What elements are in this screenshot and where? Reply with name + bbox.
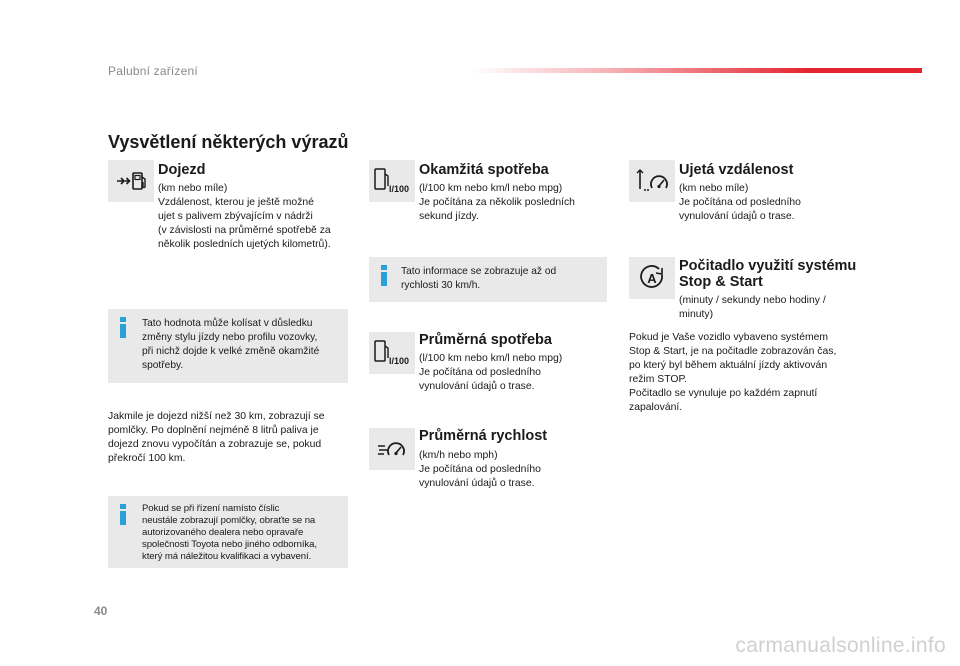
info-note-instant	[369, 257, 607, 302]
info-icon	[120, 504, 126, 525]
distance-travelled-icon	[629, 160, 675, 202]
instant-text: (l/100 km nebo km/l nebo mpg) Je počítána za několik posledních sekund jízdy.	[419, 183, 575, 222]
info-note-dojezd-text: Tato hodnota může kolísat v důsledku změny stylu jízdy nebo profilu vozovky, při nichž dojde k velké změně okamžité spotřeby.	[142, 318, 320, 371]
dojezd-paragraph: Jakmile je dojezd nižší než 30 km, zobrazují se pomlčky. Po doplnění nejméně 8 litrů paliva je dojezd znovu vypočítán a zobrazuje se, pokud překročí 100 km.	[108, 411, 325, 464]
instant-icon-label: l/100	[389, 184, 410, 194]
average-consumption-icon	[369, 332, 415, 374]
stop-start-icon	[629, 257, 675, 299]
instant-title: Okamžitá spotřeba	[419, 162, 549, 178]
instant-consumption-icon	[369, 160, 415, 202]
average-speed-title: Průměrná rychlost	[419, 428, 548, 444]
info-note-dojezd	[108, 309, 348, 383]
stop-start-title: Počitadlo využití systému Stop & Start	[679, 258, 857, 290]
section-title: Vysvětlení některých výrazů	[108, 132, 349, 152]
stop-start-text: (minuty / sekundy nebo hodiny / minuty)	[679, 295, 826, 320]
dojezd-title: Dojezd	[158, 162, 206, 178]
info-note-dashes	[108, 496, 348, 568]
watermark: carmanualsonline.info	[735, 634, 946, 657]
header-accent-bar	[470, 68, 922, 73]
average-consumption-text: (l/100 km nebo km/l nebo mpg) Je počítána od posledního vynulování údajů o trase.	[419, 353, 563, 392]
distance-title: Ujetá vzdálenost	[679, 162, 794, 178]
average-speed-icon	[369, 428, 415, 470]
stop-start-paragraph: Pokud je Vaše vozidlo vybaveno systémem Stop & Start, je na počitadle zobrazován čas, po který byl během aktuální jízdy aktivován režim STOP. Počitadlo se vynuluje po každém zapnutí zapalování.	[629, 332, 837, 413]
page-number: 40	[94, 604, 108, 618]
dojezd-text: (km nebo míle) Vzdálenost, kterou je ještě možné ujet s palivem zbývajícím v nádrži (v závislosti na průměrné spotřebě za několik posledních ujetých kilometrů).	[158, 183, 331, 250]
stop-start-icon-label: A	[647, 271, 657, 286]
average-consumption-title: Průměrná spotřeba	[419, 332, 552, 348]
info-icon	[120, 317, 126, 338]
range-fuel-pump-icon	[108, 160, 154, 202]
info-note-dashes-text: Pokud se při řízení namísto číslic neustále zobrazují pomlčky, obraťte se na autorizovaného dealera nebo opravaře společnosti Toyota nebo jiného odborníka, který má náležitou kvalifikaci a vybavení.	[142, 503, 317, 562]
average-consumption-icon-label: l/100	[389, 356, 410, 366]
distance-text: (km nebo míle) Je počítána od posledního vynulování údajů o trase.	[679, 183, 801, 222]
average-speed-text: (km/h nebo mph) Je počítána od posledního vynulování údajů o trase.	[419, 450, 541, 489]
page-header-title: Palubní zařízení	[108, 64, 198, 78]
info-note-instant-text: Tato informace se zobrazuje až od rychlosti 30 km/h.	[401, 266, 557, 291]
info-icon	[381, 265, 387, 286]
